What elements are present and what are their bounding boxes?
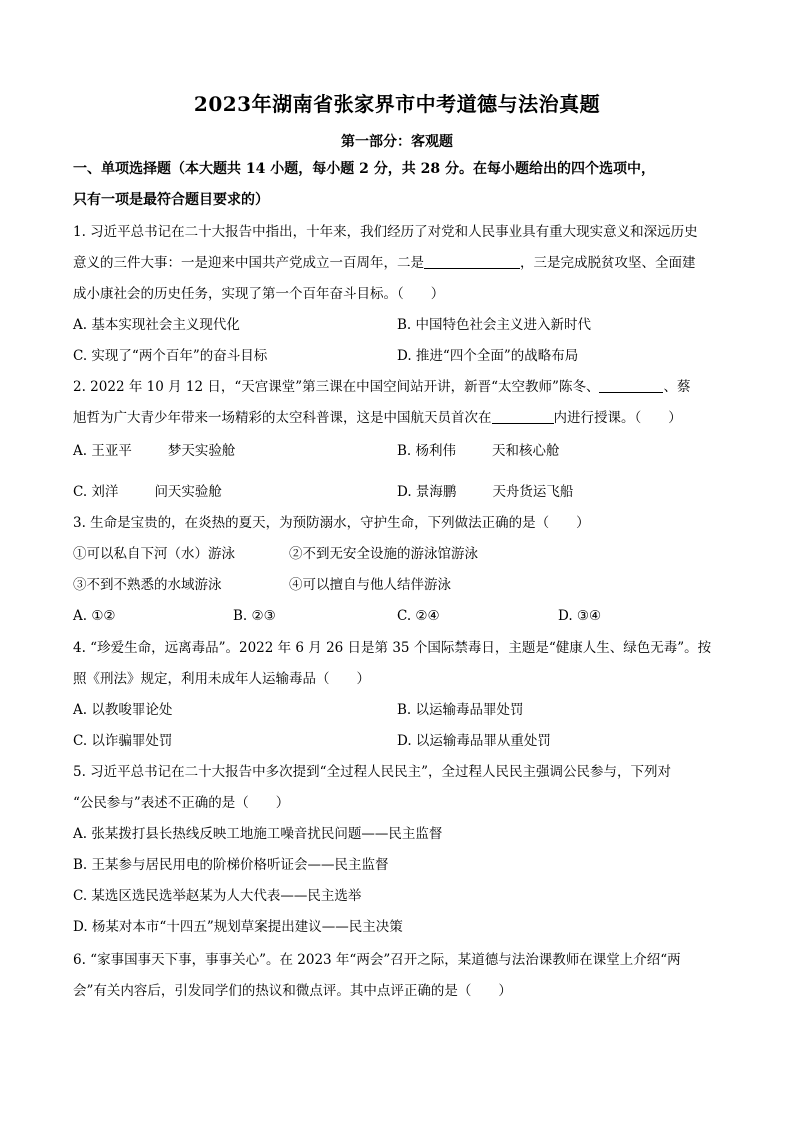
q5-stem-line-1: 5. 习近平总书记在二十大报告中多次提到“全过程人民民主”，全过程人民民主强调公民参与，下列对 bbox=[73, 764, 671, 780]
q5-option-a: A. 张某拨打县长热线反映工地施工噪音扰民问题——民主监督 bbox=[73, 826, 443, 842]
q4-stem-line-2: 照《刑法》规定，利用未成年人运输毒品（ ） bbox=[73, 671, 370, 687]
q1-stem-line-2 bbox=[73, 253, 723, 273]
q1-stem-line-1: 1. 习近平总书记在二十大报告中指出，十年来，我们经历了对党和人民事业具有重大现实意义和深远历史 bbox=[73, 224, 698, 240]
q1-stem-text: 意义的三件大事：一是迎来中国共产党成立一百周年，二是 bbox=[73, 255, 424, 271]
fill-blank bbox=[492, 409, 554, 424]
q1-stem-text-cont: ，三是完成脱贫攻坚、全面建 bbox=[520, 255, 696, 271]
page-title: 2023年湖南省张家界市中考道德与法治真题 bbox=[193, 92, 601, 116]
q3-statement-4: ④可以擅自与他人结伴游泳 bbox=[289, 577, 451, 593]
q3-option-d: D. ③④ bbox=[558, 608, 602, 624]
q3-statement-1: ①可以私自下河（水）游泳 bbox=[73, 546, 235, 562]
q5-option-d: D. 杨某对本市“十四五”规划草案提出建议——民主决策 bbox=[73, 919, 403, 935]
q2-option-b: B. 杨利伟 天和核心舱 bbox=[397, 443, 560, 459]
q1-option-c: C. 实现了“两个百年”的奋斗目标 bbox=[73, 348, 268, 364]
q2-stem-line-2 bbox=[73, 408, 723, 428]
q4-option-b: B. 以运输毒品罪处罚 bbox=[397, 702, 524, 718]
q3-option-c: C. ②④ bbox=[397, 608, 440, 624]
section-heading-line-2: 只有一项是最符合题目要求的） bbox=[73, 192, 269, 208]
q4-option-c: C. 以诈骗罪处罚 bbox=[73, 733, 173, 749]
q2-option-d: D. 景海鹏 天舟货运飞船 bbox=[397, 484, 574, 500]
q6-stem-line-2: 会”有关内容后，引发同学们的热议和微点评。其中点评正确的是（ ） bbox=[73, 983, 512, 999]
q1-option-b: B. 中国特色社会主义进入新时代 bbox=[397, 317, 592, 333]
q2-stem-text: 2. 2022 年 10 月 12 日，“天宫课堂”第三课在中国空间站开讲，新晋“太空教师”陈冬、 bbox=[73, 379, 600, 395]
q4-stem-line-1: 4. “珍爱生命，远离毒品”。2022 年 6 月 26 日是第 35 个国际禁毒日，主题是“健康人生、绿色无毒”。按 bbox=[73, 640, 712, 656]
q3-statement-2: ②不到无安全设施的游泳馆游泳 bbox=[289, 546, 478, 562]
q3-option-b: B. ②③ bbox=[233, 608, 276, 624]
q2-stem-line-1 bbox=[73, 377, 723, 397]
q3-statement-3: ③不到不熟悉的水域游泳 bbox=[73, 577, 222, 593]
q5-option-b: B. 王某参与居民用电的阶梯价格听证会——民主监督 bbox=[73, 857, 389, 873]
q3-stem-line-1: 3. 生命是宝贵的，在炎热的夏天，为预防溺水，守护生命，下列做法正确的是（ ） bbox=[73, 515, 590, 531]
q1-option-d: D. 推进“四个全面”的战略布局 bbox=[397, 348, 579, 364]
q2-stem-text: 旭哲为广大青少年带来一场精彩的太空科普课，这是中国航天员首次在 bbox=[73, 410, 492, 426]
q1-option-a: A. 基本实现社会主义现代化 bbox=[73, 317, 240, 333]
section-heading-line-1: 一、单项选择题（本大题共 14 小题，每小题 2 分，共 28 分。在每小题给出的四个选项中， bbox=[73, 161, 655, 177]
fill-blank bbox=[424, 254, 520, 269]
q4-option-d: D. 以运输毒品罪从重处罚 bbox=[397, 733, 551, 749]
q5-option-c: C. 某选区选民选举赵某为人大代表——民主选举 bbox=[73, 888, 362, 904]
q3-option-a: A. ①② bbox=[73, 608, 116, 624]
part-heading: 第一部分：客观题 bbox=[341, 134, 453, 150]
q2-stem-text-cont: 内进行授课。（ ） bbox=[553, 410, 682, 426]
q2-stem-text-cont: 、蔡 bbox=[663, 379, 691, 395]
q2-option-c: C. 刘洋 问天实验舱 bbox=[73, 484, 222, 500]
q6-stem-line-1: 6. “家事国事天下事，事事关心”。在 2023 年“两会”召开之际，某道德与法治课教师在课堂上介绍“两 bbox=[73, 952, 681, 968]
q1-stem-line-3: 成小康社会的历史任务，实现了第一个百年奋斗目标。（ ） bbox=[73, 286, 445, 302]
q5-stem-line-2: “公民参与”表述不正确的是（ ） bbox=[73, 795, 290, 811]
q4-option-a: A. 以教唆罪论处 bbox=[73, 702, 173, 718]
q2-option-a: A. 王亚平 梦天实验舱 bbox=[73, 443, 236, 459]
fill-blank bbox=[599, 378, 663, 393]
